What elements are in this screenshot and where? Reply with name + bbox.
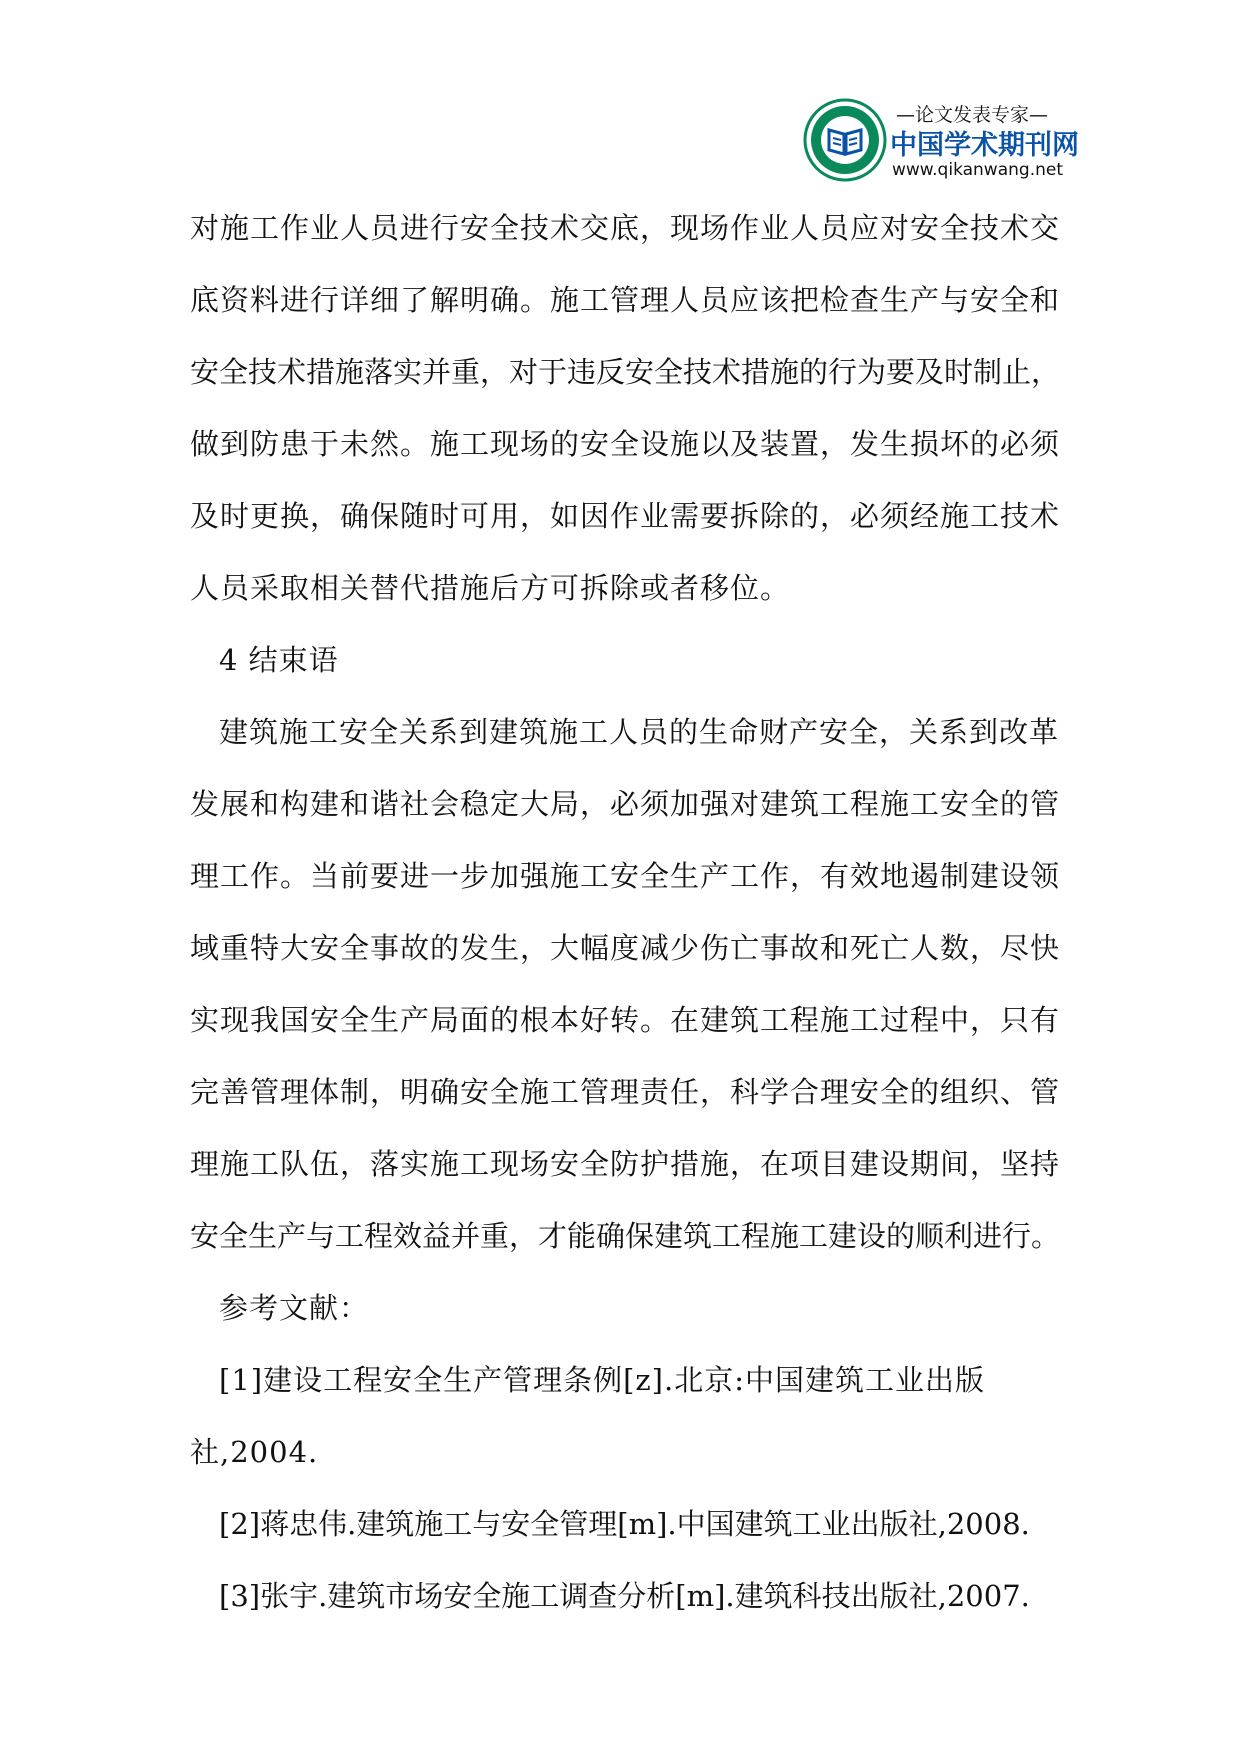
- paragraph-line: 发展和构建和谐社会稳定大局，必须加强对建筑工程施工安全的管: [190, 787, 1061, 821]
- paragraph-line: 对施工作业人员进行安全技术交底，现场作业人员应对安全技术交: [190, 211, 1061, 245]
- reference-item: [1]建设工程安全生产管理条例[z].北京:中国建筑工业出版: [219, 1363, 985, 1397]
- paragraph-line: 理工作。当前要进一步加强施工安全生产工作，有效地遏制建设领: [190, 859, 1061, 893]
- paragraph-line: 域重特大安全事故的发生，大幅度减少伤亡事故和死亡人数，尽快: [190, 931, 1061, 965]
- paragraph-line: 完善管理体制，明确安全施工管理责任，科学合理安全的组织、管: [190, 1075, 1061, 1109]
- paragraph-line: 安全生产与工程效益并重，才能确保建筑工程施工建设的顺利进行。: [190, 1219, 1061, 1253]
- paragraph-line: 建筑施工安全关系到建筑施工人员的生命财产安全，关系到改革: [219, 715, 1060, 749]
- paragraph-line: 人员采取相关替代措施后方可拆除或者移位。: [190, 571, 791, 605]
- section-heading: 4 结束语: [219, 643, 339, 677]
- paragraph-line: 安全技术措施落实并重，对于违反安全技术措施的行为要及时制止，: [190, 355, 1061, 389]
- logo-badge: [800, 88, 890, 188]
- paragraph-line: 做到防患于未然。施工现场的安全设施以及装置，发生损坏的必须: [190, 427, 1061, 461]
- paragraph-line: 理施工队伍，落实施工现场安全防护措施，在项目建设期间，坚持: [190, 1147, 1061, 1181]
- reference-item-continuation: 社,2004.: [190, 1435, 319, 1469]
- logo-tagline: —论文发表专家—: [896, 104, 1049, 126]
- paragraph-line: 实现我国安全生产局面的根本好转。在建筑工程施工过程中，只有: [190, 1003, 1061, 1037]
- document-body: [190, 192, 1061, 1632]
- paragraph-line: 底资料进行详细了解明确。施工管理人员应该把检查生产与安全和: [190, 283, 1061, 317]
- references-heading: 参考文献：: [219, 1291, 370, 1325]
- site-logo: [800, 88, 1079, 188]
- logo-url: www.qikanwang.net: [892, 160, 1063, 180]
- logo-name: 中国学术期刊网: [890, 130, 1079, 161]
- reference-item: [3]张宇.建筑市场安全施工调查分析[m].建筑科技出版社,2007.: [219, 1579, 1030, 1613]
- reference-item: [2]蒋忠伟.建筑施工与安全管理[m].中国建筑工业出版社,2008.: [219, 1507, 1030, 1541]
- paragraph-line: 及时更换，确保随时可用，如因作业需要拆除的，必须经施工技术: [190, 499, 1061, 533]
